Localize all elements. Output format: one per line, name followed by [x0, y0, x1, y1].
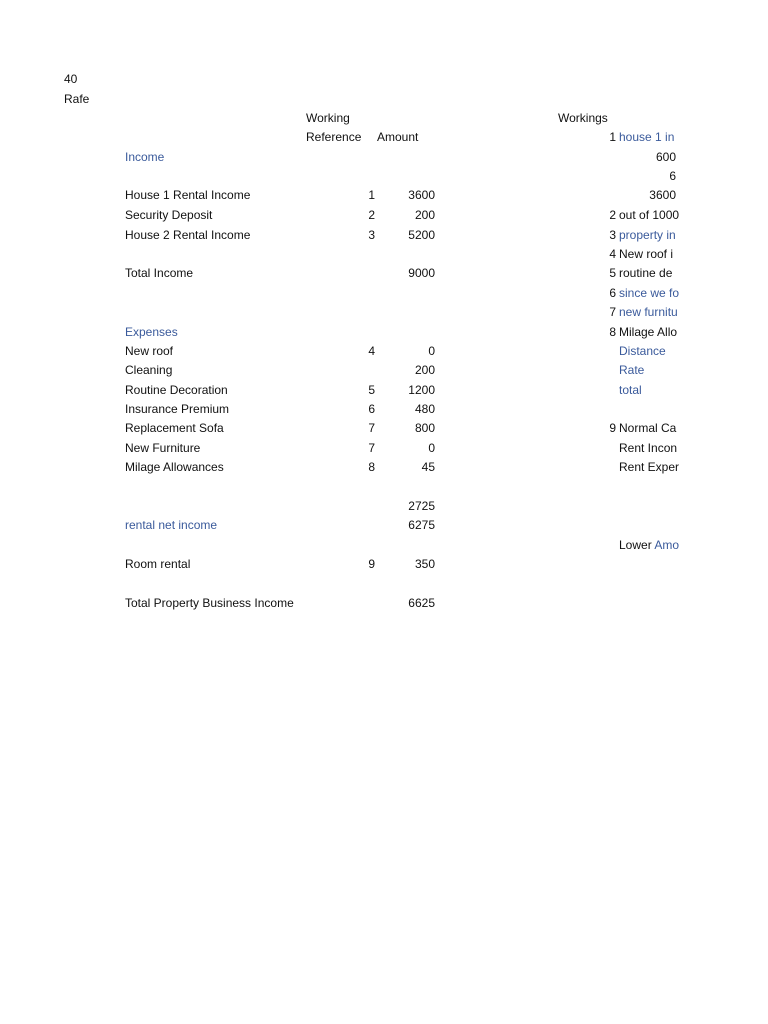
- row-amount-milage-allowances: 45: [421, 460, 435, 474]
- sheet-name: Rafe: [64, 92, 90, 106]
- row-ref-insurance-premium: 6: [368, 402, 375, 416]
- working-rate-label: Rate: [619, 363, 645, 377]
- working-num-2: 2: [609, 208, 616, 222]
- working-text-5: routine de: [619, 266, 673, 280]
- working-num-8: 8: [609, 325, 616, 339]
- working-text-2: out of 1000: [619, 208, 679, 222]
- working-amount-text: Amo: [654, 538, 679, 552]
- row-label-insurance-premium: Insurance Premium: [125, 402, 230, 416]
- row-label-total-income: Total Income: [125, 266, 194, 280]
- working-text-6: since we fo: [619, 286, 679, 300]
- row-amount-rental-net-income: 6275: [408, 518, 435, 532]
- row-amount-total-property-business-income: 6625: [408, 596, 435, 610]
- working-lower-amount-label: [619, 538, 679, 552]
- row-amount-cleaning: 200: [414, 363, 435, 377]
- row-label-house2-rental-income: House 2 Rental Income: [125, 228, 251, 242]
- working-num-5: 5: [609, 266, 616, 280]
- working-num-7: 7: [609, 305, 616, 319]
- row-ref-house2-rental-income: 3: [368, 228, 375, 242]
- row-ref-house1-rental-income: 1: [368, 188, 375, 202]
- row-amount-new-furniture: 0: [428, 441, 435, 455]
- row-label-new-roof: New roof: [125, 344, 174, 358]
- row-label-routine-decoration: Routine Decoration: [125, 383, 228, 397]
- row-amount-total-income: 9000: [408, 266, 435, 280]
- working-distance-label: Distance: [619, 344, 666, 358]
- row-ref-new-furniture: 7: [368, 441, 375, 455]
- working-reference-header-line1: Working: [306, 111, 350, 125]
- amount-header: Amount: [377, 130, 419, 144]
- row-amount-house2-rental-income: 5200: [408, 228, 435, 242]
- row-ref-security-deposit: 2: [368, 208, 375, 222]
- row-amount-insurance-premium: 480: [414, 402, 435, 416]
- row-amount-new-roof: 0: [428, 344, 435, 358]
- working-num-4: 4: [609, 247, 616, 261]
- working-text-1: house 1 in: [619, 130, 675, 144]
- row-ref-room-rental: 9: [368, 557, 375, 571]
- row-label-room-rental: Room rental: [125, 557, 191, 571]
- working-num-6: 6: [609, 286, 616, 300]
- row-label-replacement-sofa: Replacement Sofa: [125, 421, 224, 435]
- row-amount-routine-decoration: 1200: [408, 383, 435, 397]
- working-num-1: 1: [609, 130, 616, 144]
- row-label-cleaning: Cleaning: [125, 363, 173, 377]
- workings-title: Workings: [558, 111, 608, 125]
- row-amount-security-deposit: 200: [414, 208, 435, 222]
- working-text-4: New roof i: [619, 247, 674, 261]
- working-total-label: total: [619, 383, 642, 397]
- working-num-3: 3: [609, 228, 616, 242]
- row-amount-room-rental: 350: [414, 557, 435, 571]
- row-ref-replacement-sofa: 7: [368, 421, 375, 435]
- sheet-number: 40: [64, 72, 78, 86]
- row-ref-new-roof: 4: [368, 344, 375, 358]
- working-lower-text: Lower: [619, 538, 655, 552]
- row-label-house1-rental-income: House 1 Rental Income: [125, 188, 251, 202]
- working-reference-header-line2: Reference: [306, 130, 362, 144]
- working-text-9: Normal Ca: [619, 421, 677, 435]
- income-section-label: Income: [125, 150, 165, 164]
- row-label-total-property-business-income: Total Property Business Income: [125, 596, 294, 610]
- working-value-3600: 3600: [649, 188, 676, 202]
- working-text-7: new furnitu: [619, 305, 678, 319]
- row-amount-total-expenses: 2725: [408, 499, 435, 513]
- row-label-rental-net-income: rental net income: [125, 518, 218, 532]
- row-label-milage-allowances: Milage Allowances: [125, 460, 224, 474]
- working-rent-expenses-label: Rent Exper: [619, 460, 679, 474]
- working-rent-income-label: Rent Incon: [619, 441, 678, 455]
- working-text-3: property in: [619, 228, 676, 242]
- working-value-600: 600: [655, 150, 676, 164]
- expenses-section-label: Expenses: [125, 325, 178, 339]
- working-text-8: Milage Allo: [619, 325, 678, 339]
- row-amount-replacement-sofa: 800: [414, 421, 435, 435]
- row-amount-house1-rental-income: 3600: [408, 188, 435, 202]
- working-num-9: 9: [609, 421, 616, 435]
- row-ref-milage-allowances: 8: [368, 460, 375, 474]
- working-value-6: 6: [669, 169, 676, 183]
- row-label-security-deposit: Security Deposit: [125, 208, 213, 222]
- row-label-new-furniture: New Furniture: [125, 441, 201, 455]
- row-ref-routine-decoration: 5: [368, 383, 375, 397]
